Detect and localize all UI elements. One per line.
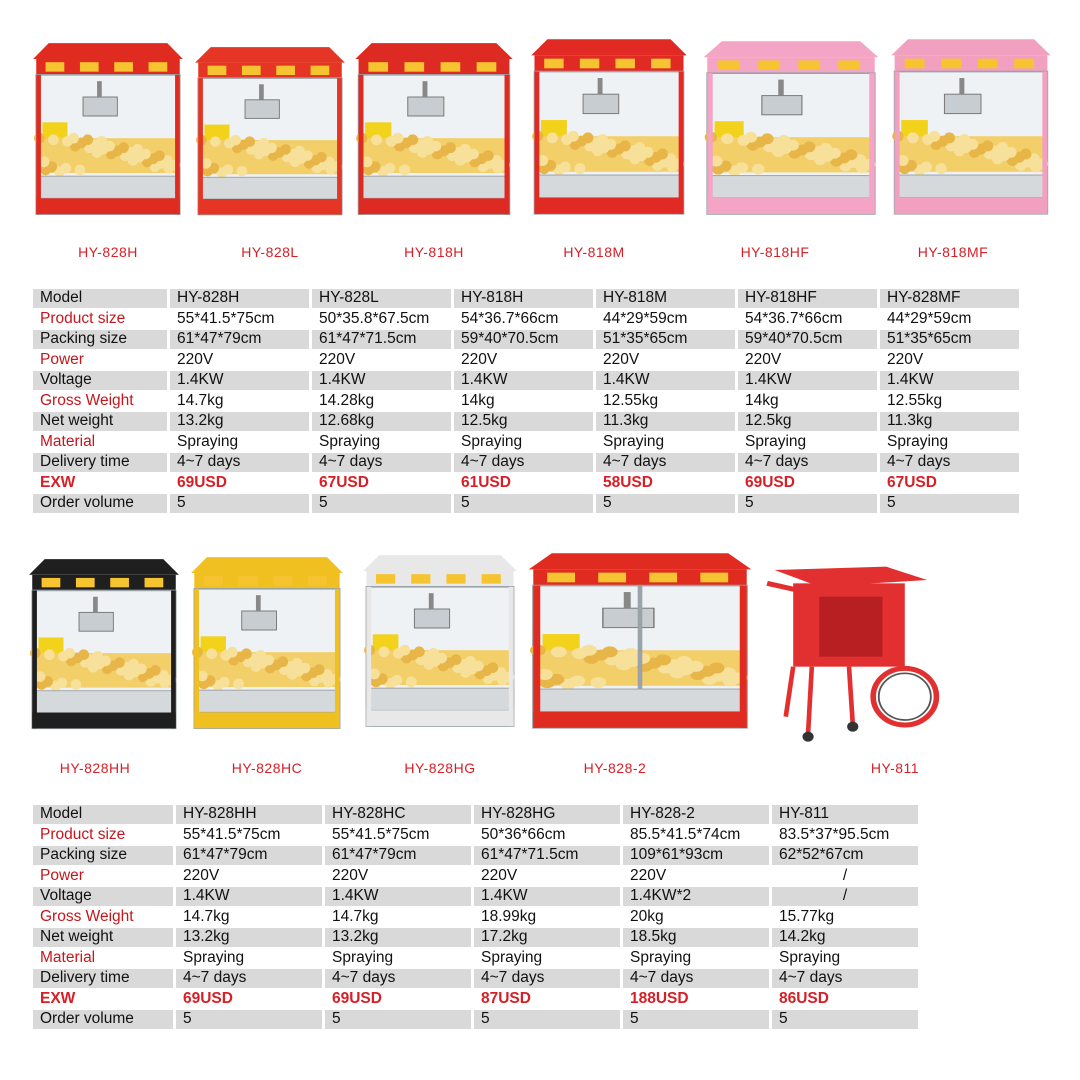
spec-cell: 220V — [325, 867, 471, 886]
spec-cell: 55*41.5*75cm — [170, 310, 309, 329]
spec-cell: 12.55kg — [596, 392, 735, 411]
spec-cell: 14kg — [454, 392, 593, 411]
spec-row — [33, 351, 1019, 370]
machine-label: HY-828-2 — [583, 760, 647, 776]
spec-label: Product size — [33, 310, 167, 329]
spec-cell: 5 — [170, 494, 309, 513]
spec-cell: 18.99kg — [474, 908, 620, 927]
spec-cell: 1.4KW*2 — [623, 887, 769, 906]
spec-row — [33, 412, 1019, 431]
spec-cell: HY-811 — [772, 805, 918, 824]
spec-cell: 5 — [325, 1010, 471, 1029]
spec-cell: HY-828-2 — [623, 805, 769, 824]
spec-cell: 4~7 days — [772, 969, 918, 988]
spec-cell: HY-828MF — [880, 289, 1019, 308]
spec-cell: 4~7 days — [176, 969, 322, 988]
machine-image-hy-818h — [352, 40, 516, 230]
spec-label: Material — [33, 433, 167, 452]
spec-cell: Spraying — [880, 433, 1019, 452]
spec-cell: / — [772, 887, 918, 906]
spec-cell: 13.2kg — [176, 928, 322, 947]
spec-row — [33, 289, 1019, 308]
spec-table-2 — [30, 803, 921, 1031]
spec-row — [33, 392, 1019, 411]
spec-table-1 — [30, 287, 1022, 515]
spec-cell: 13.2kg — [170, 412, 309, 431]
spec-cell: 54*36.7*66cm — [738, 310, 877, 329]
spec-label: Net weight — [33, 412, 167, 431]
spec-cell: 14.7kg — [325, 908, 471, 927]
spec-row — [33, 867, 918, 886]
spec-cell: 1.4KW — [738, 371, 877, 390]
spec-cell: / — [772, 867, 918, 886]
spec-row — [33, 453, 1019, 472]
spec-label: Model — [33, 289, 167, 308]
spec-row — [33, 990, 918, 1009]
spec-cell: 5 — [474, 1010, 620, 1029]
spec-label: Model — [33, 805, 173, 824]
spec-cell: Spraying — [474, 949, 620, 968]
spec-cell: 4~7 days — [738, 453, 877, 472]
spec-cell: 58USD — [596, 474, 735, 493]
spec-cell: 1.4KW — [170, 371, 309, 390]
spec-cell: 4~7 days — [623, 969, 769, 988]
machine-image-hy-828h — [30, 40, 186, 230]
spec-cell: 220V — [176, 867, 322, 886]
spec-cell: HY-828HH — [176, 805, 322, 824]
spec-cell: 11.3kg — [880, 412, 1019, 431]
machine-label: HY-811 — [870, 760, 920, 776]
spec-cell: 20kg — [623, 908, 769, 927]
spec-cell: HY-828HC — [325, 805, 471, 824]
spec-cell: 83.5*37*95.5cm — [772, 826, 918, 845]
spec-cell: 1.4KW — [880, 371, 1019, 390]
spec-cell: 18.5kg — [623, 928, 769, 947]
spec-cell: 67USD — [312, 474, 451, 493]
spec-label: Order volume — [33, 1010, 173, 1029]
spec-cell: 61*47*71.5cm — [474, 846, 620, 865]
spec-cell: 220V — [880, 351, 1019, 370]
spec-label: EXW — [33, 474, 167, 493]
spec-row — [33, 371, 1019, 390]
machine-label: HY-818HF — [740, 244, 810, 260]
spec-cell: Spraying — [325, 949, 471, 968]
spec-cell: 51*35*65cm — [596, 330, 735, 349]
spec-cell: 67USD — [880, 474, 1019, 493]
spec-cell: 4~7 days — [474, 969, 620, 988]
machine-image-hy-828hc — [188, 554, 346, 744]
spec-cell: 61*47*71.5cm — [312, 330, 451, 349]
machine-image-hy-818hf — [700, 38, 882, 230]
spec-cell: Spraying — [596, 433, 735, 452]
machine-image-hy-811-cart — [756, 550, 942, 750]
machine-label: HY-828HC — [231, 760, 303, 776]
spec-cell: 1.4KW — [474, 887, 620, 906]
spec-cell: 5 — [312, 494, 451, 513]
machine-label: HY-828HG — [404, 760, 476, 776]
spec-row — [33, 846, 918, 865]
spec-row — [33, 1010, 918, 1029]
spec-cell: 61*47*79cm — [170, 330, 309, 349]
spec-label: Packing size — [33, 330, 167, 349]
spec-row — [33, 928, 918, 947]
spec-cell: 86USD — [772, 990, 918, 1009]
spec-cell: 62*52*67cm — [772, 846, 918, 865]
spec-cell: 1.4KW — [176, 887, 322, 906]
spec-row — [33, 433, 1019, 452]
spec-cell: 4~7 days — [596, 453, 735, 472]
spec-cell: 220V — [312, 351, 451, 370]
spec-cell: 5 — [596, 494, 735, 513]
spec-label: Voltage — [33, 887, 173, 906]
spec-cell: 109*61*93cm — [623, 846, 769, 865]
spec-row — [33, 969, 918, 988]
spec-cell: 220V — [454, 351, 593, 370]
machine-label: HY-818MF — [917, 244, 989, 260]
spec-cell: 55*41.5*75cm — [325, 826, 471, 845]
spec-label: Product size — [33, 826, 173, 845]
spec-label: Voltage — [33, 371, 167, 390]
spec-cell: 4~7 days — [312, 453, 451, 472]
spec-cell: 44*29*59cm — [880, 310, 1019, 329]
spec-cell: HY-818H — [454, 289, 593, 308]
spec-cell: 14.7kg — [176, 908, 322, 927]
spec-cell: HY-818HF — [738, 289, 877, 308]
spec-cell: 220V — [738, 351, 877, 370]
spec-cell: 220V — [170, 351, 309, 370]
spec-row — [33, 310, 1019, 329]
spec-cell: 5 — [623, 1010, 769, 1029]
spec-cell: Spraying — [170, 433, 309, 452]
spec-cell: 50*36*66cm — [474, 826, 620, 845]
spec-cell: 14.28kg — [312, 392, 451, 411]
spec-cell: 85.5*41.5*74cm — [623, 826, 769, 845]
spec-cell: 188USD — [623, 990, 769, 1009]
spec-cell: 4~7 days — [170, 453, 309, 472]
machine-image-hy-828hh — [26, 556, 182, 744]
spec-cell: 11.3kg — [596, 412, 735, 431]
spec-row — [33, 826, 918, 845]
spec-cell: 5 — [176, 1010, 322, 1029]
spec-cell: 69USD — [170, 474, 309, 493]
spec-cell: Spraying — [454, 433, 593, 452]
spec-cell: 14.7kg — [170, 392, 309, 411]
spec-cell: 50*35.8*67.5cm — [312, 310, 451, 329]
spec-label: Gross Weight — [33, 392, 167, 411]
spec-cell: 59*40*70.5cm — [738, 330, 877, 349]
spec-label: EXW — [33, 990, 173, 1009]
spec-cell: 5 — [772, 1010, 918, 1029]
spec-cell: 220V — [474, 867, 620, 886]
machine-image-hy-828l — [192, 44, 348, 230]
spec-cell: 1.4KW — [596, 371, 735, 390]
spec-cell: 69USD — [325, 990, 471, 1009]
machine-label: HY-828H — [78, 244, 138, 260]
spec-row — [33, 330, 1019, 349]
spec-cell: 5 — [738, 494, 877, 513]
spec-cell: 4~7 days — [454, 453, 593, 472]
machine-image-hy-828hg — [360, 552, 520, 742]
spec-cell: 17.2kg — [474, 928, 620, 947]
spec-cell: 51*35*65cm — [880, 330, 1019, 349]
spec-cell: 87USD — [474, 990, 620, 1009]
spec-cell: Spraying — [772, 949, 918, 968]
spec-cell: 69USD — [738, 474, 877, 493]
spec-cell: 44*29*59cm — [596, 310, 735, 329]
machine-image-hy-828-2 — [524, 550, 756, 744]
spec-cell: 220V — [623, 867, 769, 886]
spec-cell: Spraying — [738, 433, 877, 452]
spec-cell: HY-818M — [596, 289, 735, 308]
spec-cell: 1.4KW — [312, 371, 451, 390]
machine-label: HY-828L — [241, 244, 299, 260]
spec-cell: 61*47*79cm — [325, 846, 471, 865]
spec-label: Material — [33, 949, 173, 968]
spec-label: Packing size — [33, 846, 173, 865]
spec-cell: Spraying — [623, 949, 769, 968]
spec-label: Power — [33, 867, 173, 886]
spec-cell: Spraying — [176, 949, 322, 968]
spec-cell: 5 — [880, 494, 1019, 513]
spec-cell: 13.2kg — [325, 928, 471, 947]
machine-image-hy-818mf — [888, 36, 1054, 230]
spec-cell: 12.5kg — [738, 412, 877, 431]
spec-cell: 1.4KW — [325, 887, 471, 906]
spec-cell: HY-828HG — [474, 805, 620, 824]
spec-label: Order volume — [33, 494, 167, 513]
spec-label: Power — [33, 351, 167, 370]
spec-row — [33, 494, 1019, 513]
spec-cell: Spraying — [312, 433, 451, 452]
spec-row — [33, 949, 918, 968]
spec-cell: 4~7 days — [325, 969, 471, 988]
machine-image-hy-818m — [528, 36, 690, 230]
spec-cell: 220V — [596, 351, 735, 370]
spec-cell: HY-828H — [170, 289, 309, 308]
spec-row — [33, 908, 918, 927]
spec-cell: 12.55kg — [880, 392, 1019, 411]
spec-cell: 59*40*70.5cm — [454, 330, 593, 349]
spec-cell: 12.5kg — [454, 412, 593, 431]
spec-cell: 14.2kg — [772, 928, 918, 947]
spec-cell: 69USD — [176, 990, 322, 1009]
spec-cell: 55*41.5*75cm — [176, 826, 322, 845]
spec-cell: 14kg — [738, 392, 877, 411]
spec-cell: 61*47*79cm — [176, 846, 322, 865]
spec-cell: 12.68kg — [312, 412, 451, 431]
spec-cell: HY-828L — [312, 289, 451, 308]
spec-row — [33, 887, 918, 906]
spec-label: Delivery time — [33, 969, 173, 988]
spec-label: Net weight — [33, 928, 173, 947]
spec-cell: 4~7 days — [880, 453, 1019, 472]
spec-cell: 54*36.7*66cm — [454, 310, 593, 329]
spec-cell: 1.4KW — [454, 371, 593, 390]
spec-label: Delivery time — [33, 453, 167, 472]
spec-cell: 15.77kg — [772, 908, 918, 927]
machine-label: HY-818H — [404, 244, 464, 260]
machine-label: HY-828HH — [59, 760, 131, 776]
machine-label: HY-818M — [563, 244, 625, 260]
spec-cell: 61USD — [454, 474, 593, 493]
spec-label: Gross Weight — [33, 908, 173, 927]
spec-row — [33, 805, 918, 824]
spec-cell: 5 — [454, 494, 593, 513]
spec-row — [33, 474, 1019, 493]
